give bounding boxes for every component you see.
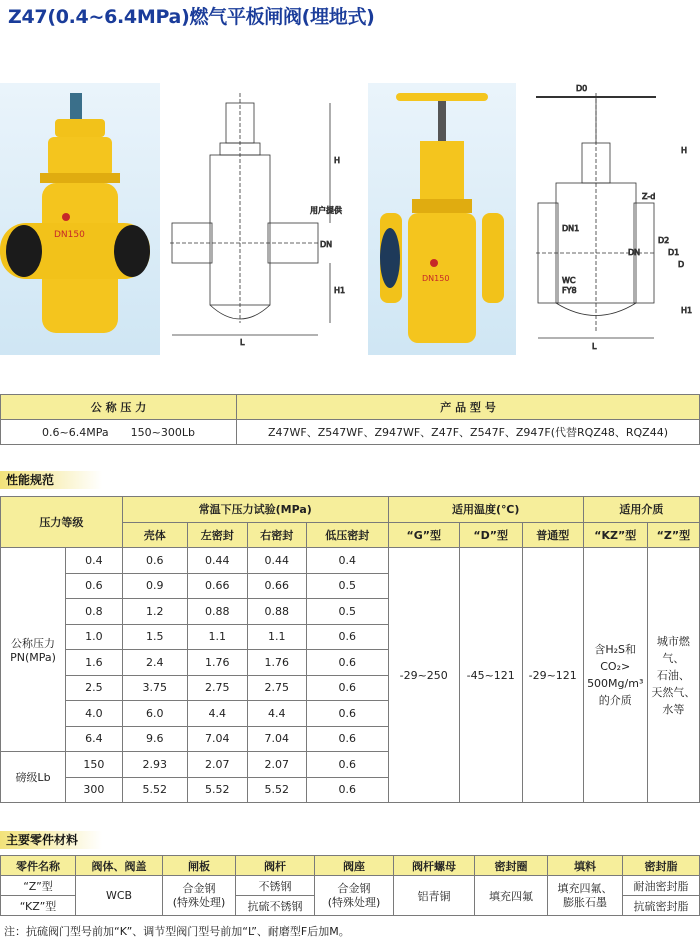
spec-sub-kz: “KZ”型 (583, 522, 647, 548)
model-value: Z47WF、Z547WF、Z947WF、Z47F、Z547F、Z947F(代替RQZ48、RQZ44) (237, 420, 700, 445)
spec-header-test: 常温下压力试验(MPa) (122, 497, 388, 523)
material-table (0, 855, 700, 916)
spec-cell: 0.6 (306, 624, 388, 650)
spec-cell: 1.5 (122, 624, 187, 650)
mat-gate: 合金钢 (特殊处理) (163, 876, 236, 916)
model-header-pressure: 公 称 压 力 (1, 395, 237, 420)
footnote: 注：抗硫阀门型号前加“K”、调节型阀门型号前加“L”、耐磨型F后加M。 (4, 925, 350, 938)
spec-cell: 3.75 (122, 675, 187, 701)
spec-cell: 0.6 (306, 726, 388, 752)
spec-cell: 7.04 (247, 726, 306, 752)
mat-packing: 填充四氟、 膨胀石墨 (548, 876, 623, 916)
mat-grease-kz: 抗硫密封脂 (623, 896, 700, 916)
spec-sub-left: 左密封 (187, 522, 247, 548)
drawing-1-label-dn: DN (320, 240, 333, 249)
spec-cell: 0.66 (187, 573, 247, 599)
valve-photo-2 (368, 83, 516, 355)
model-table (0, 394, 700, 445)
photo-1-mark: DN150 (54, 230, 85, 240)
mat-header: 阀座 (315, 856, 394, 876)
drawing-1-label-l: L (240, 338, 245, 347)
mat-header: 阀体、阀盖 (76, 856, 163, 876)
spec-sub-shell: 壳体 (122, 522, 187, 548)
spec-medium-kz: 含H₂S和 CO₂> 500Mg/m³ 的介质 (583, 548, 647, 803)
valve-drawing-2 (516, 83, 700, 355)
spec-group-lb: 磅级Lb (1, 752, 66, 803)
spec-sub-normal: 普通型 (522, 522, 583, 548)
drawing-2-label-l: L (592, 342, 597, 351)
spec-sub-right: 右密封 (247, 522, 306, 548)
drawing-2-label-fy: FY8 (562, 286, 577, 295)
spec-cell: 1.76 (187, 650, 247, 676)
spec-cell: 1.6 (66, 650, 123, 676)
spec-medium-z: 城市燃气、 石油、 天然气、 水等 (647, 548, 699, 803)
spec-cell: 6.4 (66, 726, 123, 752)
page-title: Z47(0.4~6.4MPa)燃气平板闸阀(埋地式) (8, 6, 375, 28)
spec-cell: 0.9 (122, 573, 187, 599)
mat-grease-z: 耐油密封脂 (623, 876, 700, 896)
spec-header-medium: 适用介质 (583, 497, 699, 523)
photo-2-mark: DN150 (422, 274, 450, 283)
spec-cell: 1.0 (66, 624, 123, 650)
spec-cell: 1.2 (122, 599, 187, 625)
spec-group-pn: 公称压力PN(MPa) (1, 548, 66, 752)
drawing-2-label-dn: DN (628, 248, 641, 257)
spec-cell: 5.52 (247, 777, 306, 803)
spec-cell: 2.75 (187, 675, 247, 701)
spec-section-title: 性能规范 (0, 471, 102, 489)
spec-cell: 0.8 (66, 599, 123, 625)
spec-cell: 2.4 (122, 650, 187, 676)
drawing-1-label-h1: H1 (334, 286, 346, 295)
spec-temp-d: -45~121 (459, 548, 522, 803)
mat-type-z: “Z”型 (1, 876, 76, 896)
spec-cell: 1.76 (247, 650, 306, 676)
mat-nut: 铝青铜 (394, 876, 475, 916)
spec-cell: 300 (66, 777, 123, 803)
mat-type-kz: “KZ”型 (1, 896, 76, 916)
drawing-2-label-wc: WC (562, 276, 576, 285)
material-section-title: 主要零件材料 (0, 831, 102, 849)
drawing-1-label-h: H (334, 156, 341, 165)
drawing-2-label-d1: D1 (668, 248, 680, 257)
mat-header: 零件名称 (1, 856, 76, 876)
drawing-2-label-zd: Z-d (642, 192, 656, 201)
model-pressure-value: 0.6~6.4MPa 150~300Lb (1, 420, 237, 445)
spec-cell: 0.88 (247, 599, 306, 625)
table-row (1, 548, 700, 574)
mat-header: 阀杆 (236, 856, 315, 876)
spec-cell: 2.5 (66, 675, 123, 701)
spec-cell: 0.5 (306, 599, 388, 625)
spec-sub-low: 低压密封 (306, 522, 388, 548)
spec-cell: 2.93 (122, 752, 187, 778)
spec-cell: 0.4 (66, 548, 123, 574)
spec-cell: 4.0 (66, 701, 123, 727)
spec-cell: 150 (66, 752, 123, 778)
drawing-2-label-dn1: DN1 (562, 224, 580, 233)
mat-header: 密封圈 (475, 856, 548, 876)
mat-stem-kz: 抗硫不锈钢 (236, 896, 315, 916)
spec-cell: 1.1 (187, 624, 247, 650)
drawing-2-label-d: D (678, 260, 685, 269)
drawing-2-label-d0: D0 (576, 84, 588, 93)
spec-temp-g: -29~250 (388, 548, 459, 803)
mat-ring: 填充四氟 (475, 876, 548, 916)
spec-cell: 2.07 (187, 752, 247, 778)
spec-cell: 0.88 (187, 599, 247, 625)
spec-cell: 0.5 (306, 573, 388, 599)
spec-cell: 0.66 (247, 573, 306, 599)
spec-cell: 7.04 (187, 726, 247, 752)
mat-header: 填料 (548, 856, 623, 876)
spec-cell: 6.0 (122, 701, 187, 727)
spec-cell: 0.6 (306, 752, 388, 778)
spec-cell: 5.52 (122, 777, 187, 803)
spec-cell: 9.6 (122, 726, 187, 752)
valve-drawing-1 (160, 83, 360, 355)
table-row (1, 876, 700, 896)
spec-temp-normal: -29~121 (522, 548, 583, 803)
spec-header-grade: 压力等级 (1, 497, 123, 548)
spec-cell: 0.6 (66, 573, 123, 599)
mat-header: 闸板 (163, 856, 236, 876)
spec-sub-g: “G”型 (388, 522, 459, 548)
mat-header: 阀杆螺母 (394, 856, 475, 876)
spec-cell: 0.6 (306, 777, 388, 803)
mat-stem-z: 不锈钢 (236, 876, 315, 896)
spec-header-temp: 适用温度(℃) (388, 497, 583, 523)
mat-header: 密封脂 (623, 856, 700, 876)
drawing-2-label-h1: H1 (681, 306, 693, 315)
spec-cell: 4.4 (247, 701, 306, 727)
spec-cell: 4.4 (187, 701, 247, 727)
valve-photo-1 (0, 83, 160, 355)
drawing-2-label-d2: D2 (658, 236, 670, 245)
drawing-2-label-h: H (681, 146, 688, 155)
spec-cell: 2.75 (247, 675, 306, 701)
spec-sub-d: “D”型 (459, 522, 522, 548)
spec-cell: 1.1 (247, 624, 306, 650)
mat-seat: 合金钢 (特殊处理) (315, 876, 394, 916)
spec-cell: 0.6 (122, 548, 187, 574)
drawing-1-label-user: 用户提供 (310, 206, 342, 215)
spec-sub-z: “Z”型 (647, 522, 699, 548)
spec-cell: 0.6 (306, 675, 388, 701)
spec-cell: 5.52 (187, 777, 247, 803)
spec-table (0, 496, 700, 803)
spec-cell: 0.4 (306, 548, 388, 574)
spec-cell: 0.6 (306, 701, 388, 727)
model-header-model: 产 品 型 号 (237, 395, 700, 420)
mat-body: WCB (76, 876, 163, 916)
spec-cell: 0.6 (306, 650, 388, 676)
spec-cell: 2.07 (247, 752, 306, 778)
spec-cell: 0.44 (187, 548, 247, 574)
spec-cell: 0.44 (247, 548, 306, 574)
